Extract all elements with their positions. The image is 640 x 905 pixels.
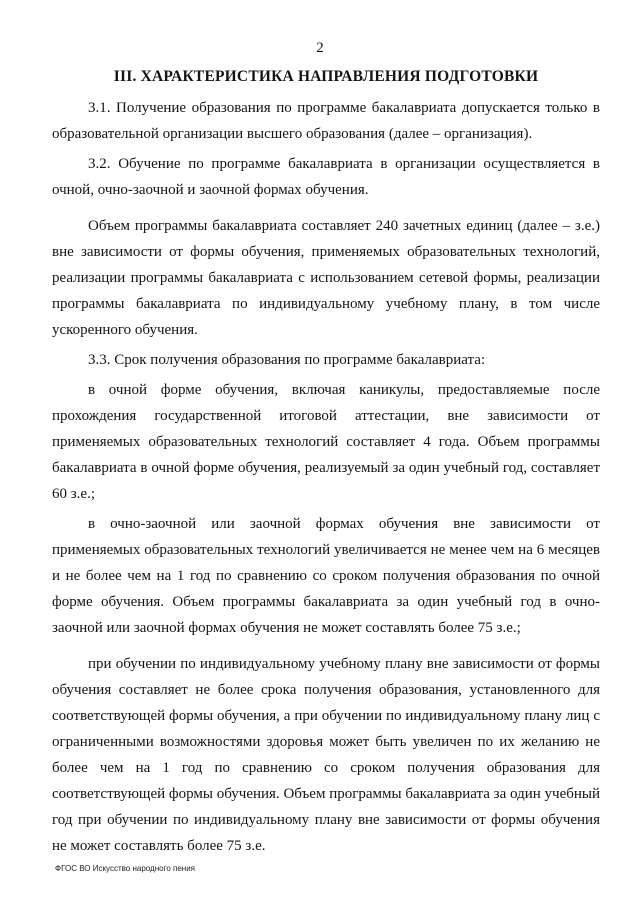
document-body — [52, 95, 600, 859]
paragraph-individual-plan: при обучении по индивидуальному учебному плану вне зависимости от формы обучения составляет не более срока получения образования, установленного для соответствующей формы обучения, а при обучении по индивидуальному плану лиц с ограниченными возможностями здоровья может быть увеличен по их желанию не более чем на 1 год по сравнению со сроком получения образования для соответствующей формы обучения. Объем программы бакалавриата за один учебный год при обучении по индивидуальному плану вне зависимости от формы обучения не может составлять более 75 з.е. — [52, 656, 600, 854]
paragraph-program-volume: Объем программы бакалавриата составляет 240 зачетных единиц (далее – з.е.) вне зависимости от формы обучения, применяемых образовательных технологий, реализации программы бакалавриата с использованием сетевой формы, реализации программы бакалавриата по индивидуальному учебному плану, в том числе ускоренного обучения. — [52, 218, 600, 338]
paragraph-3-2: 3.2. Обучение по программе бакалавриата в организации осуществляется в очной, очно-заочной и заочной формах обучения. — [52, 156, 600, 198]
paragraph-3-1: 3.1. Получение образования по программе бакалавриата допускается только в образовательной организации высшего образования (далее – организация). — [52, 100, 600, 142]
footer-standard-name: ФГОС ВО Искусство народного пения — [55, 864, 195, 873]
section-heading: III. ХАРАКТЕРИСТИКА НАПРАВЛЕНИЯ ПОДГОТОВКИ — [113, 68, 539, 85]
page-number: 2 — [316, 40, 324, 56]
paragraph-full-time: в очной форме обучения, включая каникулы, предоставляемые после прохождения государственной итоговой аттестации, вне зависимости от применяемых образовательных технологий составляет 4 года. Объем программы бакалавриата в очной форме обучения, реализуемый за один учебный год, составляет 60 з.е.; — [52, 382, 600, 502]
paragraph-part-time: в очно-заочной или заочной формах обучения вне зависимости от применяемых образовательных технологий увеличивается не менее чем на 6 месяцев и не более чем на 1 год по сравнению со сроком получения образования по очной форме обучения. Объем программы бакалавриата за один учебный год в очно-заочной или заочной формах обучения не может составлять более 75 з.е.; — [52, 516, 600, 636]
paragraph-3-3: 3.3. Срок получения образования по программе бакалавриата: — [88, 352, 486, 368]
